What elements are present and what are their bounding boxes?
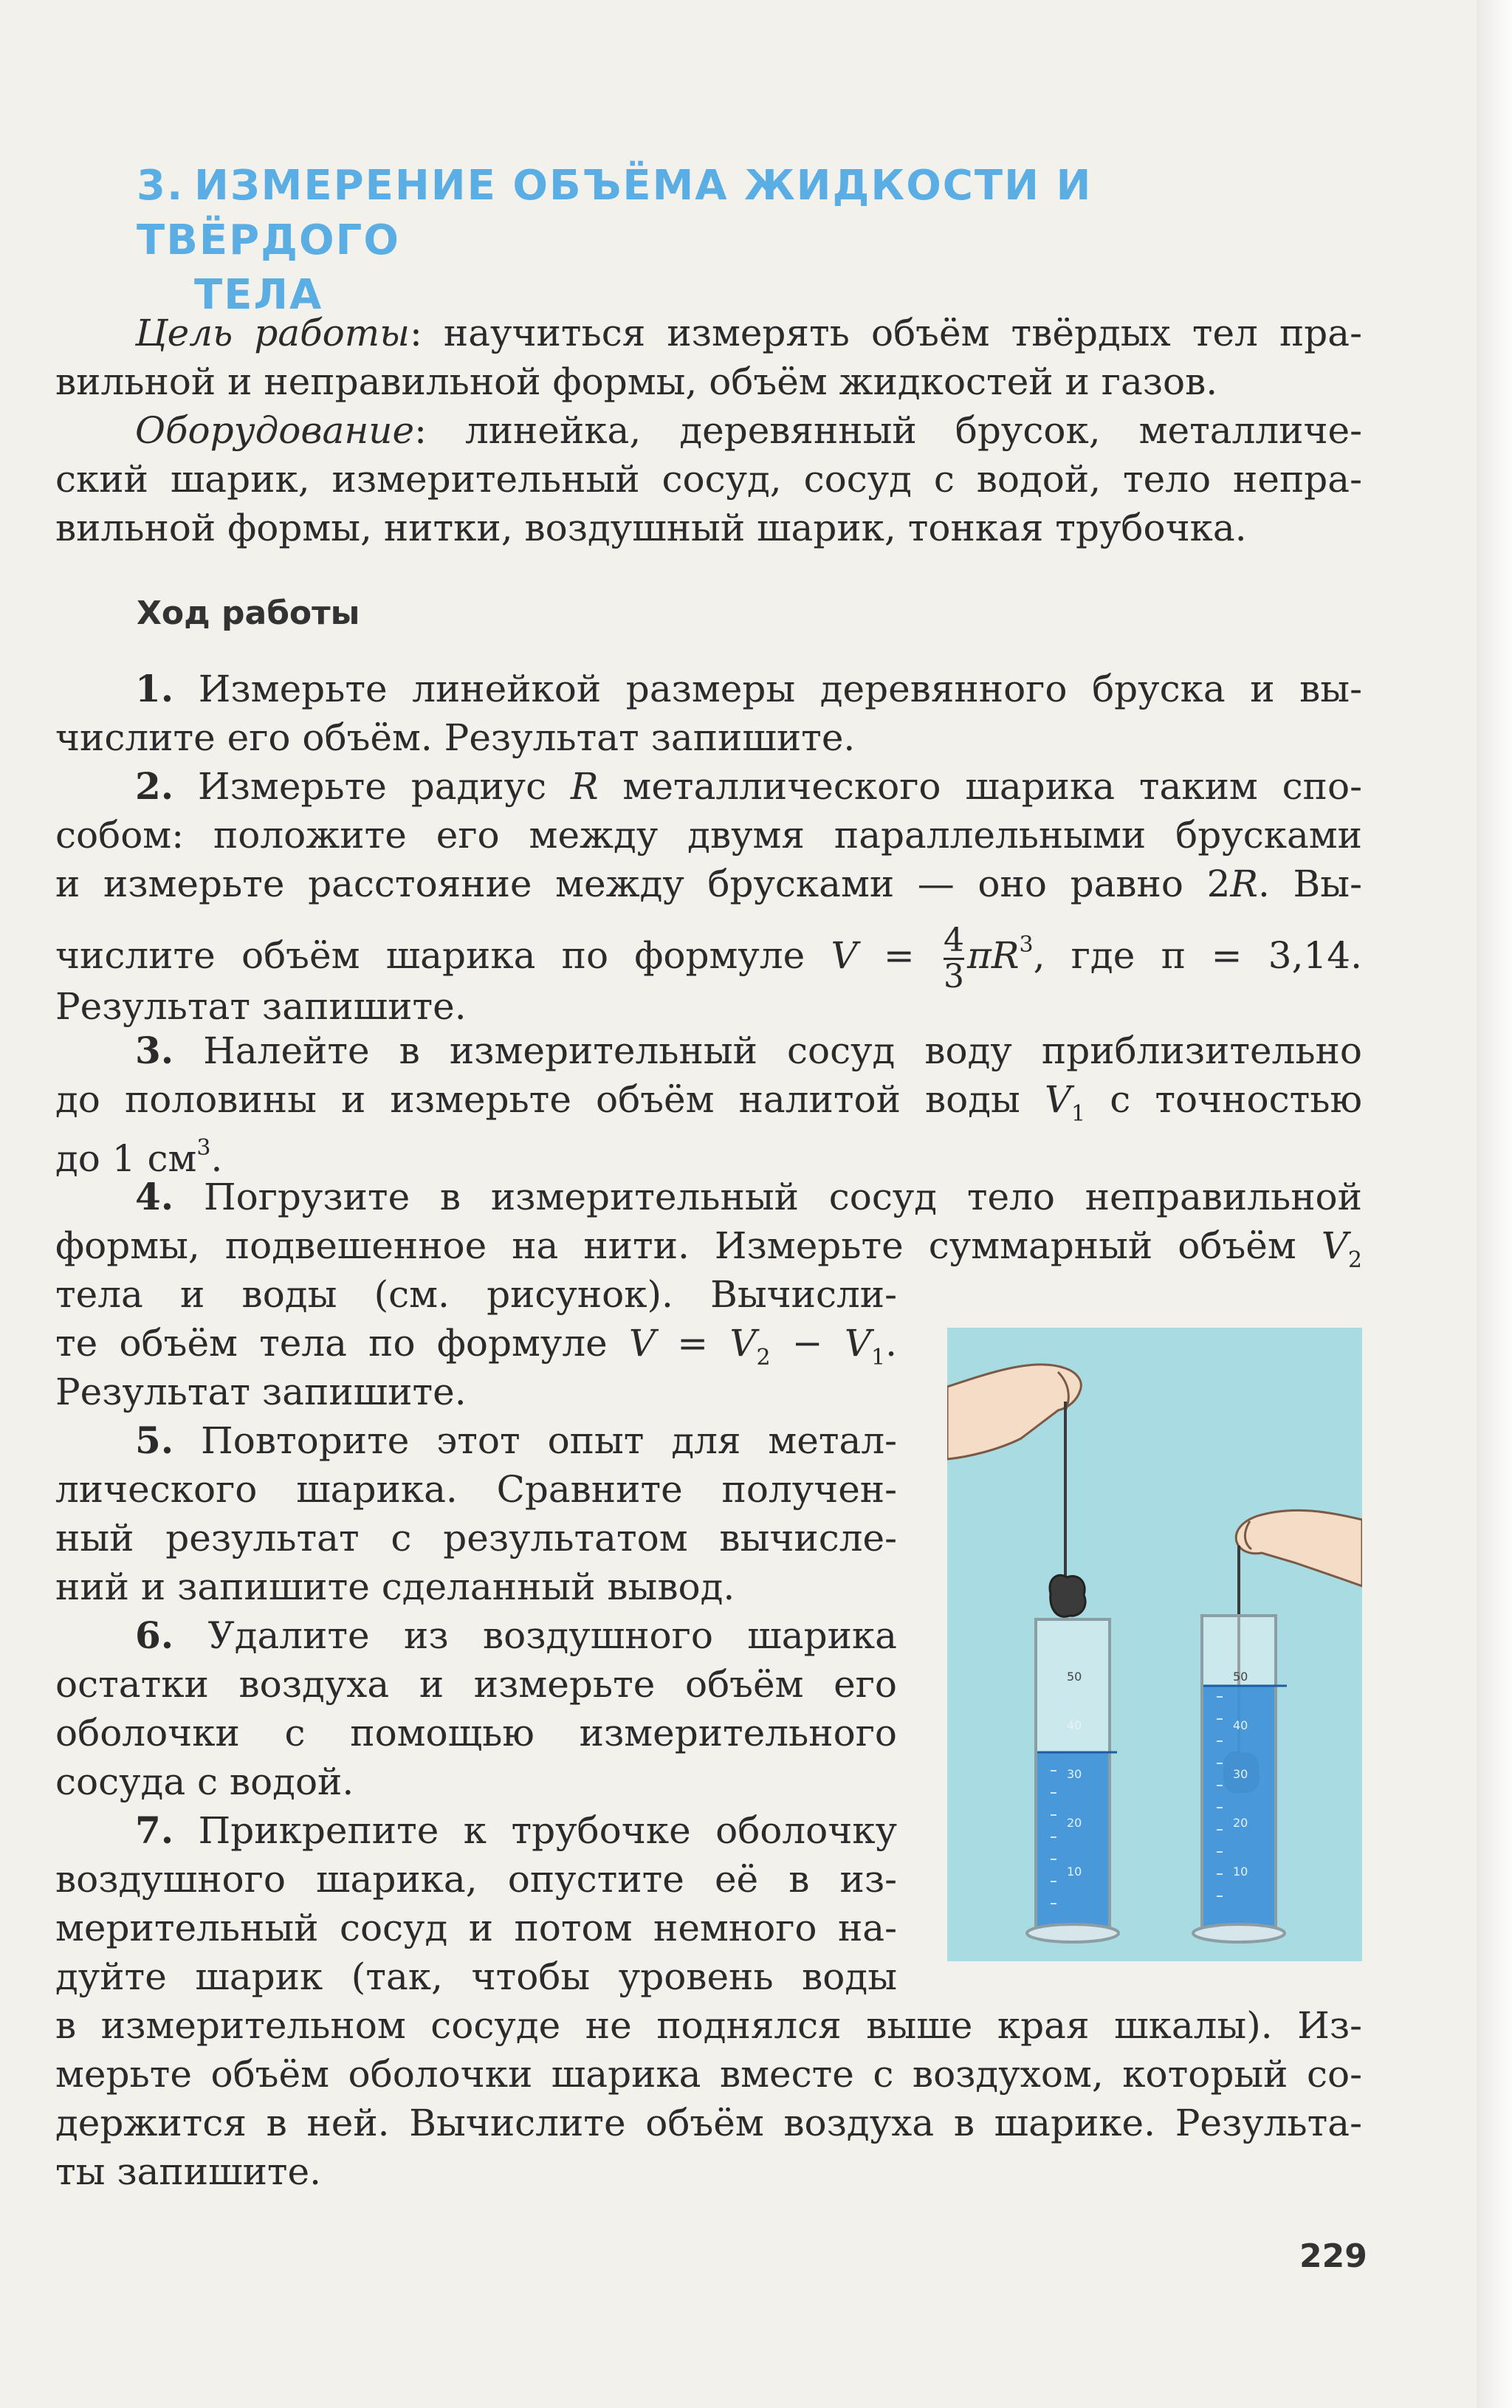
step-4: 4. Погрузите в измерительный сосуд тело неправильной формы, подвешенное на нити. Измерьте суммарный объём $V_2$ [55, 1175, 1362, 1273]
step-6: 6. Удалите из воздушного шарика остатки воздуха и измерьте объём его оболочки с помощью измерительного сосуда с водой. [55, 1613, 897, 1803]
page-number: 229 [1299, 2237, 1367, 2275]
scale-label: 30 [1067, 1767, 1082, 1781]
equipment-paragraph: Оборудование: линейка, деревянный брусок, металличе- ский шарик, измерительный сосуд, сосуд с водой, тело непра- вильной формы, нитки, воздушный шарик, тонкая трубочка. [55, 409, 1362, 549]
scale-label: 40 [1067, 1718, 1082, 1732]
step-7: 7. Прикрепите к трубочке оболочку воздушного шарика, опустите её в из- мерительный сосуд и потом немного на- дуйте шарик (так, чтобы уровень воды [55, 1808, 897, 1998]
scale-label: 10 [1067, 1865, 1082, 1879]
aim-paragraph: Цель работы: научиться измерять объём твёрдых тел пра- вильной и неправильной формы, объём жидкостей и газов. [55, 312, 1362, 403]
irregular-body-left [1050, 1575, 1085, 1616]
scale-label: 20 [1233, 1816, 1248, 1830]
scale-label: 20 [1067, 1816, 1082, 1830]
step-2: 2. Измерьте радиус R металлического шарика таким спо- собом: положите его между двумя параллельными брусками и измерьте расстояние между брусками — оно равно 2R. Вы- числите объём шарика по формуле V = $\frac{4}{3}$ $\pi R^3$, где π = 3,14. Результат запишите. [55, 764, 1362, 1028]
page-edge [1477, 0, 1512, 2408]
step-3: 3. Налейте в измерительный сосуд воду приблизительно до половины и измерьте объём налитой воды $V_1$ с точностью до 1 $см^3$. [55, 1029, 1362, 1180]
step-1: 1. Измерьте линейкой размеры деревянного бруска и вы- числите его объём. Результат запишите. [55, 667, 1362, 759]
scale-label: 10 [1233, 1865, 1248, 1879]
scale-label: 40 [1233, 1718, 1248, 1732]
section-title: Ход работы [137, 594, 360, 632]
page-title: 3. ИЗМЕРЕНИЕ ОБЪЁМА ЖИДКОСТИ И ТВЁРДОГО ТЕЛА [137, 162, 1093, 319]
scale-label: 50 [1233, 1670, 1248, 1684]
measuring-cylinders-illustration [947, 1328, 1362, 1961]
scale-label: 50 [1067, 1670, 1082, 1684]
step-5: 5. Повторите этот опыт для метал- лического шарика. Сравните получен- ный результат с результатом вычисле- ний и запишите сделанный вывод. [55, 1419, 897, 1608]
scale-label: 30 [1233, 1767, 1248, 1781]
volume-formula-line: числите объём шарика по формуле V = $\frac{4}{3}$ $\pi R^3$, где π = 3,14. [55, 921, 1362, 995]
fraction: $\frac{4}{3}$ [943, 921, 964, 995]
